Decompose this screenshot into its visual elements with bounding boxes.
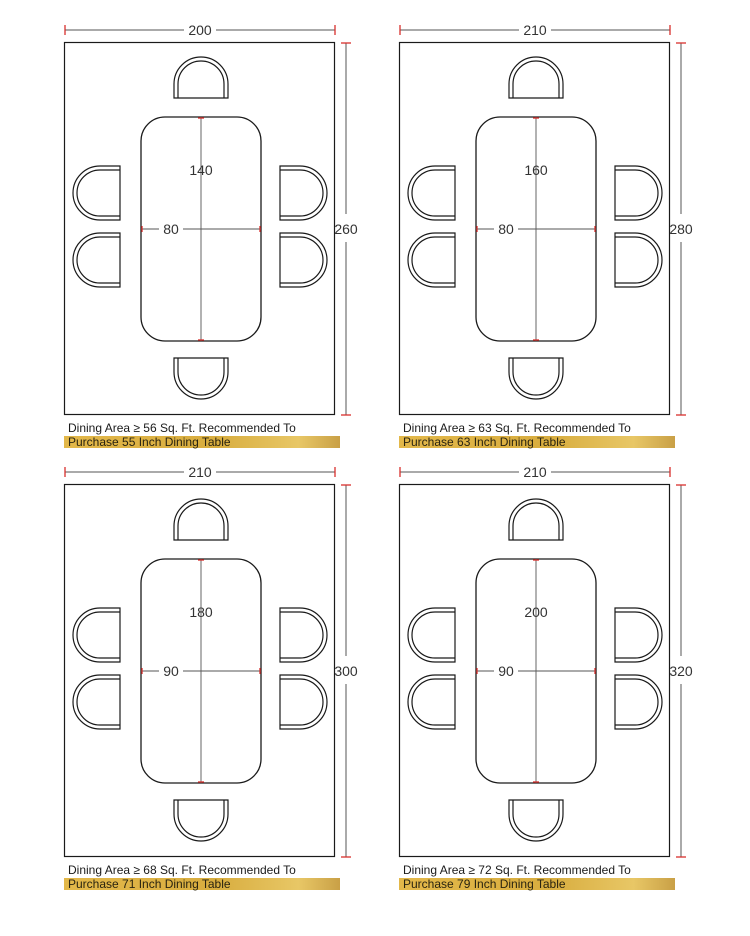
chair-left-inner: [412, 237, 455, 283]
caption-line-area: Dining Area ≥ 72 Sq. Ft. Recommended To: [403, 863, 631, 877]
chair-left: [73, 233, 120, 287]
room-width-label: 210: [523, 22, 547, 38]
chair-right-inner: [280, 679, 323, 725]
chair-bottom-inner: [513, 800, 559, 837]
chair-right-inner: [615, 170, 658, 216]
room-width-label: 210: [188, 464, 212, 480]
chair-right-inner: [280, 170, 323, 216]
caption-line-recommendation: Purchase 71 Inch Dining Table: [68, 877, 231, 891]
chair-top-inner: [513, 503, 559, 540]
chair-left: [73, 608, 120, 662]
caption-line-area: Dining Area ≥ 63 Sq. Ft. Recommended To: [403, 421, 631, 435]
chair-right: [280, 608, 327, 662]
chair-left-inner: [77, 237, 120, 283]
chair-top-inner: [178, 503, 224, 540]
table-length-label: 180: [189, 604, 213, 620]
room-width-label: 210: [523, 464, 547, 480]
chair-left-inner: [77, 679, 120, 725]
room-width-label: 200: [188, 22, 212, 38]
chair-top-inner: [513, 61, 559, 98]
chair-top-inner: [178, 61, 224, 98]
chair-right: [280, 233, 327, 287]
chair-bottom: [174, 358, 228, 399]
table-width-label: 90: [163, 663, 179, 679]
chair-bottom: [509, 358, 563, 399]
chair-bottom: [509, 800, 563, 841]
layout-panel-4: [400, 464, 693, 857]
chair-left: [408, 608, 455, 662]
chair-left: [408, 166, 455, 220]
table-length-label: 140: [189, 162, 213, 178]
chair-right: [615, 675, 662, 729]
chair-right: [615, 233, 662, 287]
layout-panel-3: [65, 464, 358, 857]
layout-panel-1: [65, 22, 358, 415]
chair-right-inner: [615, 679, 658, 725]
chair-right: [615, 608, 662, 662]
chair-right: [280, 675, 327, 729]
chair-left: [408, 675, 455, 729]
chair-right-inner: [280, 237, 323, 283]
room-height-label: 300: [334, 663, 358, 679]
caption-line-area: Dining Area ≥ 68 Sq. Ft. Recommended To: [68, 863, 296, 877]
chair-right: [615, 166, 662, 220]
chair-right-inner: [280, 612, 323, 658]
table-width-label: 80: [163, 221, 179, 237]
chair-bottom: [174, 800, 228, 841]
chair-right: [280, 166, 327, 220]
table-length-label: 160: [524, 162, 548, 178]
chair-right-inner: [615, 612, 658, 658]
room-height-label: 260: [334, 221, 358, 237]
chair-left-inner: [412, 170, 455, 216]
chair-top: [174, 499, 228, 540]
chair-top: [509, 57, 563, 98]
room-height-label: 320: [669, 663, 693, 679]
chair-left-inner: [77, 170, 120, 216]
chair-left-inner: [412, 612, 455, 658]
table-length-label: 200: [524, 604, 548, 620]
chair-left: [408, 233, 455, 287]
chair-left-inner: [77, 612, 120, 658]
layout-panel-2: [400, 22, 693, 415]
chair-bottom-inner: [178, 800, 224, 837]
chair-bottom-inner: [178, 358, 224, 395]
caption-line-recommendation: Purchase 55 Inch Dining Table: [68, 435, 231, 449]
chair-right-inner: [615, 237, 658, 283]
room-height-label: 280: [669, 221, 693, 237]
chair-bottom-inner: [513, 358, 559, 395]
chair-left: [73, 675, 120, 729]
caption-line-recommendation: Purchase 79 Inch Dining Table: [403, 877, 566, 891]
caption-line-area: Dining Area ≥ 56 Sq. Ft. Recommended To: [68, 421, 296, 435]
chair-left-inner: [412, 679, 455, 725]
table-width-label: 80: [498, 221, 514, 237]
caption-line-recommendation: Purchase 63 Inch Dining Table: [403, 435, 566, 449]
chair-top: [174, 57, 228, 98]
chair-top: [509, 499, 563, 540]
table-width-label: 90: [498, 663, 514, 679]
chair-left: [73, 166, 120, 220]
